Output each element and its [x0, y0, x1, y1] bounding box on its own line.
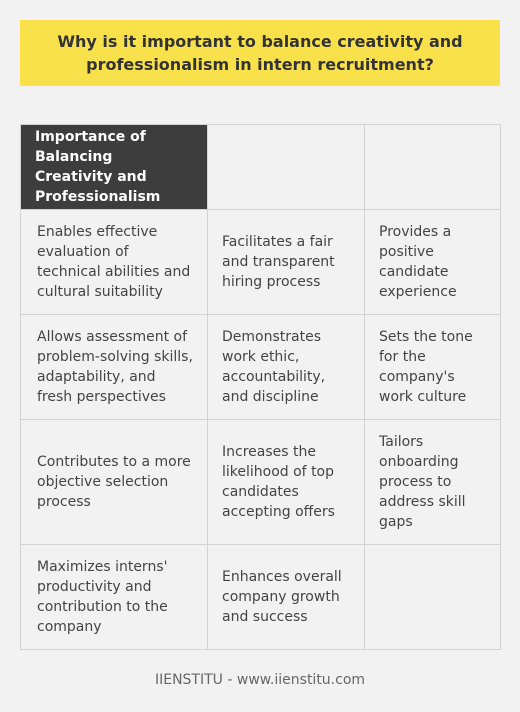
table-cell: Sets the tone for the company's work culture: [365, 315, 501, 420]
table-cell: Maximizes interns' productivity and contribution to the company: [21, 545, 208, 650]
empty-header-cell: [208, 125, 365, 210]
table-cell: [365, 545, 501, 650]
table-header-cell: Importance of Balancing Creativity and Professionalism: [21, 125, 208, 210]
empty-header-cell: [365, 125, 501, 210]
table-cell: Facilitates a fair and transparent hiring process: [208, 210, 365, 315]
importance-table: [20, 124, 501, 650]
table-cell: Tailors onboarding process to address skill gaps: [365, 420, 501, 545]
table-row: [21, 315, 501, 420]
table-cell: Provides a positive candidate experience: [365, 210, 501, 315]
table-cell: Increases the likelihood of top candidates accepting offers: [208, 420, 365, 545]
table-cell: Allows assessment of problem-solving skills, adaptability, and fresh perspectives: [21, 315, 208, 420]
footer-credit: IIENSTITU - www.iienstitu.com: [154, 672, 366, 688]
table-cell: Enhances overall company growth and success: [208, 545, 365, 650]
table-header-row: [21, 125, 501, 210]
title-banner: [20, 20, 500, 86]
table-row: [21, 545, 501, 650]
page-title: Why is it important to balance creativity and professionalism in intern recruitment?: [57, 32, 463, 74]
table-row: [21, 210, 501, 315]
table-cell: Demonstrates work ethic, accountability, and discipline: [208, 315, 365, 420]
table-cell: Contributes to a more objective selection process: [21, 420, 208, 545]
table-row: [21, 420, 501, 545]
table-cell: Enables effective evaluation of technical abilities and cultural suitability: [21, 210, 208, 315]
